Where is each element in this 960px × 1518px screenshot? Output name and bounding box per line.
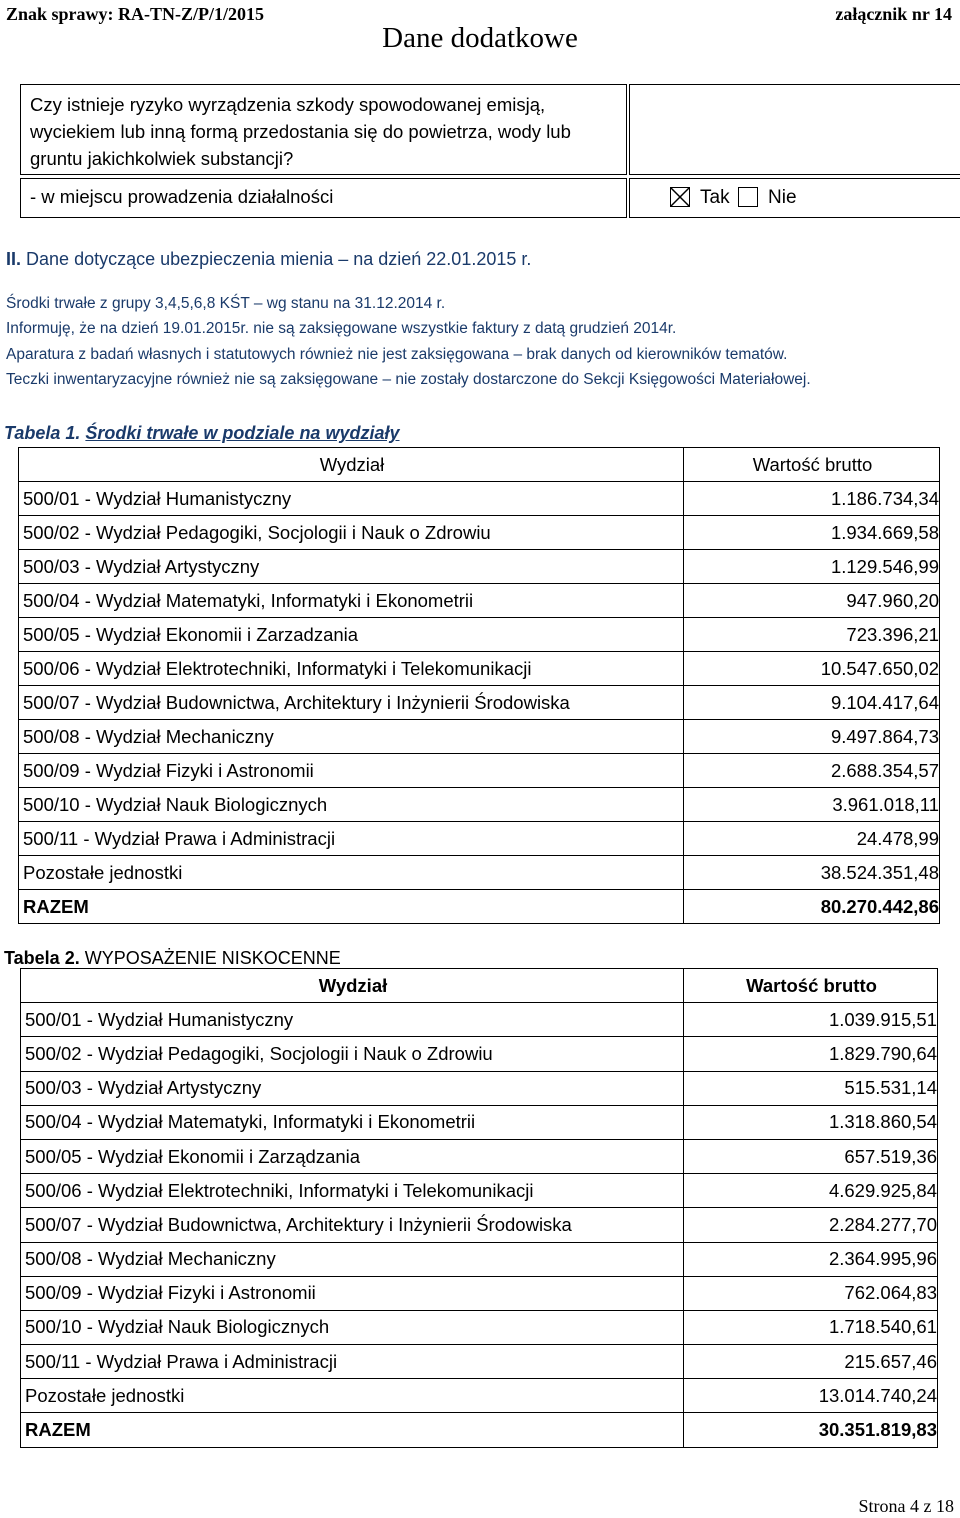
table1-caption-prefix: Tabela 1. [4, 423, 81, 443]
dept-cell: 500/10 - Wydział Nauk Biologicznych [19, 788, 684, 822]
value-cell: 515.531,14 [684, 1071, 938, 1105]
table-row [19, 482, 940, 516]
value-cell: 1.039.915,51 [684, 1003, 938, 1037]
table2-caption-prefix: Tabela 2. [4, 948, 80, 968]
table-row [21, 1071, 938, 1105]
note-line: Teczki inwentaryzacyjne również nie są zaksięgowane – nie zostały dostarczone do Sekcji Księgowości Materiałowej. [6, 371, 811, 388]
table-row [21, 1345, 938, 1379]
value-cell: 723.396,21 [684, 618, 940, 652]
dept-cell: 500/03 - Wydział Artystyczny [19, 550, 684, 584]
dept-cell: 500/07 - Wydział Budownictwa, Architektury i Inżynierii Środowiska [19, 686, 684, 720]
section-heading [6, 249, 531, 270]
column-header-value: Wartość brutto [684, 969, 938, 1003]
table-row [21, 1037, 938, 1071]
label-nie: Nie [768, 187, 797, 208]
dept-cell: 500/05 - Wydział Ekonomii i Zarządzania [21, 1139, 684, 1173]
risk-question: Czy istnieje ryzyko wyrządzenia szkody spowodowanej emisją, wyciekiem lub inną formą przedostania się do powietrza, wody lub gruntu jakichkolwiek substancji? [20, 84, 627, 175]
value-cell: 1.718.540,61 [684, 1310, 938, 1344]
dept-cell: 500/08 - Wydział Mechaniczny [19, 720, 684, 754]
table-row [19, 754, 940, 788]
table-row [19, 686, 940, 720]
column-header-dept: Wydział [21, 969, 684, 1003]
risk-sub-question: - w miejscu prowadzenia działalności [20, 178, 627, 218]
table-row [21, 1379, 938, 1413]
dept-cell: 500/05 - Wydział Ekonomii i Zarzadzania [19, 618, 684, 652]
table-row [21, 1105, 938, 1139]
checked-x-icon [670, 187, 690, 207]
value-cell: 38.524.351,48 [684, 856, 940, 890]
dept-cell: 500/04 - Wydział Matematyki, Informatyki i Ekonometrii [19, 584, 684, 618]
table-row [21, 1003, 938, 1037]
value-cell: 1.186.734,34 [684, 482, 940, 516]
note-line: Środki trwałe z grupy 3,4,5,6,8 KŚT – wg stanu na 31.12.2014 r. [6, 295, 446, 312]
dept-cell: 500/07 - Wydział Budownictwa, Architektury i Inżynierii Środowiska [21, 1208, 684, 1242]
section-number: II. [6, 249, 22, 269]
table1-caption-text: Środki trwałe w podziale na wydziały [85, 423, 400, 443]
checkbox-nie[interactable] [738, 187, 758, 207]
value-cell: 3.961.018,11 [684, 788, 940, 822]
value-cell: 13.014.740,24 [684, 1379, 938, 1413]
dept-cell: 500/01 - Wydział Humanistyczny [19, 482, 684, 516]
table-row [21, 1208, 938, 1242]
table-row [19, 822, 940, 856]
dept-cell: 500/06 - Wydział Elektrotechniki, Informatyki i Telekomunikacji [19, 652, 684, 686]
dept-cell: 500/02 - Wydział Pedagogiki, Socjologii i Nauk o Zdrowiu [21, 1037, 684, 1071]
dept-cell: 500/06 - Wydział Elektrotechniki, Informatyki i Telekomunikacji [21, 1174, 684, 1208]
total-row [21, 1413, 938, 1447]
section-title: Dane dotyczące ubezpieczenia mienia – na dzień 22.01.2015 r. [26, 249, 532, 269]
table-low-value-equipment [20, 968, 938, 1448]
dept-cell: 500/03 - Wydział Artystyczny [21, 1071, 684, 1105]
dept-cell: 500/11 - Wydział Prawa i Administracji [21, 1345, 684, 1379]
dept-cell: 500/04 - Wydział Matematyki, Informatyki i Ekonometrii [21, 1105, 684, 1139]
table-fixed-assets [18, 447, 940, 924]
dept-cell: 500/09 - Wydział Fizyki i Astronomii [21, 1276, 684, 1310]
value-cell: 215.657,46 [684, 1345, 938, 1379]
table1-caption [4, 423, 399, 444]
table2-caption [4, 948, 341, 969]
table2-caption-text: WYPOSAŻENIE NISKOCENNE [84, 948, 341, 968]
value-cell: 1.318.860,54 [684, 1105, 938, 1139]
dept-cell: 500/08 - Wydział Mechaniczny [21, 1242, 684, 1276]
value-cell: 1.129.546,99 [684, 550, 940, 584]
table-row [19, 550, 940, 584]
value-cell: 4.629.925,84 [684, 1174, 938, 1208]
risk-answer-options [629, 178, 960, 218]
value-cell: 1.934.669,58 [684, 516, 940, 550]
risk-answer-cell [629, 84, 960, 175]
value-cell: 947.960,20 [684, 584, 940, 618]
value-cell: 2.284.277,70 [684, 1208, 938, 1242]
dept-cell: Pozostałe jednostki [19, 856, 684, 890]
note-line: Informuję, że na dzień 19.01.2015r. nie są zaksięgowane wszystkie faktury z datą grudzień 2014r. [6, 320, 677, 337]
value-cell: 2.364.995,96 [684, 1242, 938, 1276]
table-row [19, 856, 940, 890]
table-row [19, 516, 940, 550]
table-row [21, 1242, 938, 1276]
value-cell: 10.547.650,02 [684, 652, 940, 686]
column-header-dept: Wydział [19, 448, 684, 482]
table-row [21, 1174, 938, 1208]
dept-cell: 500/01 - Wydział Humanistyczny [21, 1003, 684, 1037]
dept-cell: 500/10 - Wydział Nauk Biologicznych [21, 1310, 684, 1344]
table-row [19, 618, 940, 652]
column-header-value: Wartość brutto [684, 448, 940, 482]
total-value: 30.351.819,83 [684, 1413, 938, 1447]
value-cell: 9.497.864,73 [684, 720, 940, 754]
total-value: 80.270.442,86 [684, 890, 940, 924]
total-label: RAZEM [21, 1413, 684, 1447]
table-row [21, 1276, 938, 1310]
attachment-number: załącznik nr 14 [835, 4, 952, 24]
total-row [19, 890, 940, 924]
table-row [19, 788, 940, 822]
table-row [19, 652, 940, 686]
dept-cell: 500/11 - Wydział Prawa i Administracji [19, 822, 684, 856]
table-row [19, 720, 940, 754]
value-cell: 1.829.790,64 [684, 1037, 938, 1071]
table-row [21, 1310, 938, 1344]
case-reference: Znak sprawy: RA-TN-Z/P/1/2015 [6, 4, 265, 24]
table-row [21, 1139, 938, 1173]
value-cell: 2.688.354,57 [684, 754, 940, 788]
dept-cell: Pozostałe jednostki [21, 1379, 684, 1413]
value-cell: 657.519,36 [684, 1139, 938, 1173]
dept-cell: 500/09 - Wydział Fizyki i Astronomii [19, 754, 684, 788]
dept-cell: 500/02 - Wydział Pedagogiki, Socjologii i Nauk o Zdrowiu [19, 516, 684, 550]
page-number: Strona 4 z 18 [858, 1496, 954, 1516]
table-header-row [19, 448, 940, 482]
label-tak: Tak [700, 187, 730, 208]
note-line: Aparatura z badań własnych i statutowych również nie jest zaksięgowana – brak danych od kierowników tematów. [6, 346, 788, 363]
value-cell: 9.104.417,64 [684, 686, 940, 720]
checkbox-tak[interactable] [670, 187, 690, 207]
total-label: RAZEM [19, 890, 684, 924]
value-cell: 24.478,99 [684, 822, 940, 856]
page-title: Dane dodatkowe [382, 22, 578, 54]
table-header-row [21, 969, 938, 1003]
value-cell: 762.064,83 [684, 1276, 938, 1310]
table-row [19, 584, 940, 618]
